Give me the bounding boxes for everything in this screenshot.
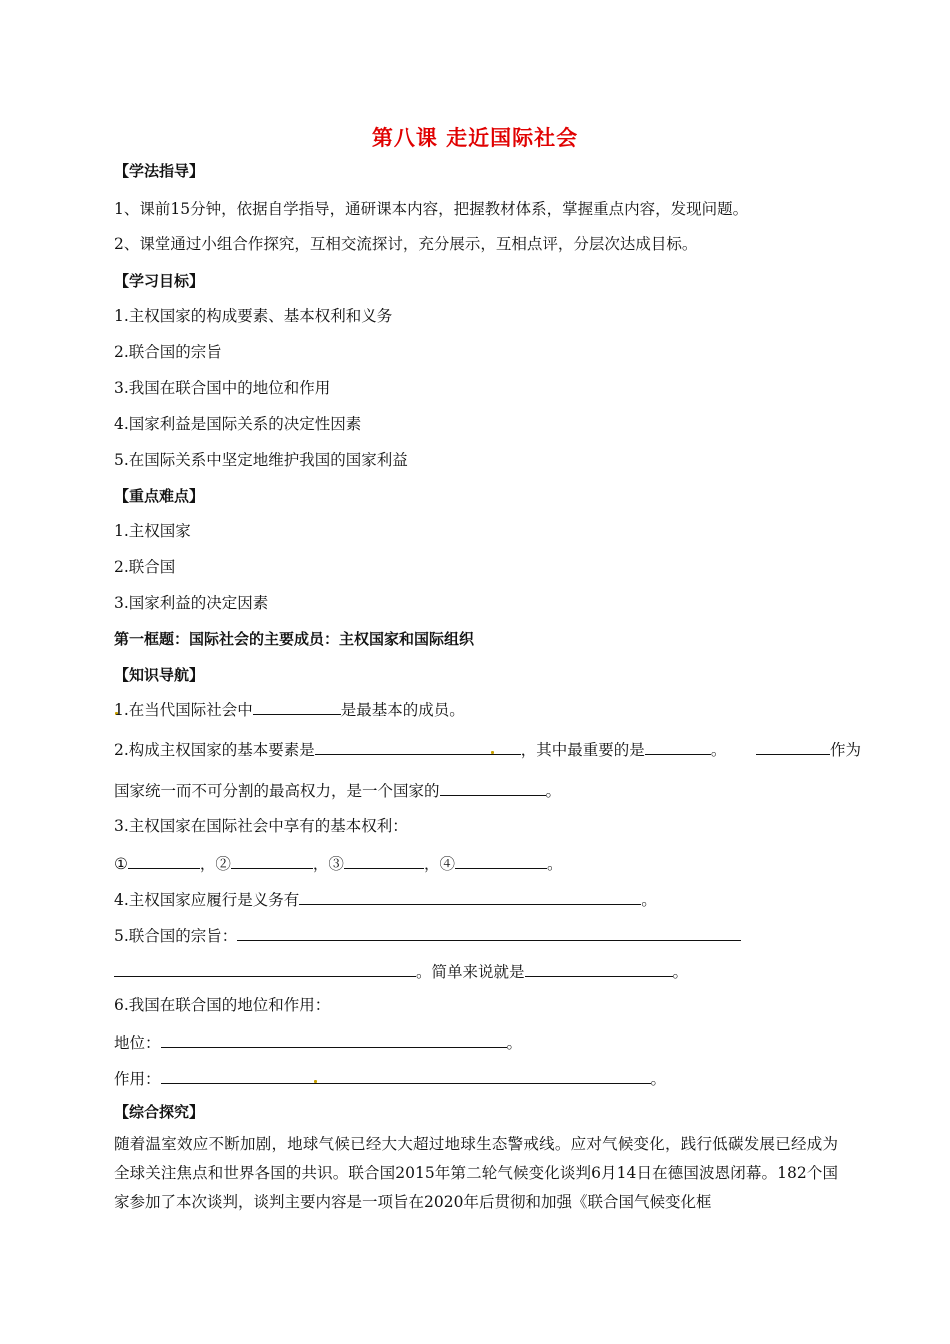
question-5-cont	[114, 959, 688, 983]
goal-item: 1.主权国家的构成要素、基本权利和义务	[114, 307, 393, 325]
q5-text-c: 。	[672, 963, 689, 981]
answer-blank[interactable]	[114, 959, 416, 977]
q1-text-b: 是最基本的成员。	[340, 701, 465, 719]
heading-goals: 【学习目标】	[114, 272, 205, 290]
answer-blank[interactable]	[253, 697, 341, 715]
q2-text-d: 作为	[830, 741, 862, 759]
answer-blank[interactable]	[440, 778, 546, 796]
question-6-position	[114, 1030, 522, 1054]
answer-blank[interactable]	[315, 737, 521, 755]
answer-blank[interactable]	[455, 851, 547, 869]
answer-blank[interactable]	[756, 737, 830, 755]
key-item: 2.联合国	[114, 558, 176, 576]
stray-mark	[314, 1080, 317, 1083]
q1-text-a: 1.在当代国际社会中	[114, 701, 253, 719]
heading-key-points: 【重点难点】	[114, 487, 205, 505]
q4-text-b: 。	[641, 891, 657, 909]
q2-text-e: 国家统一而不可分割的最高权力，是一个国家的	[114, 782, 440, 800]
q5-text-b: 。简单来说就是	[416, 963, 525, 981]
question-3: 3.主权国家在国际社会中享有的基本权利：	[114, 817, 408, 835]
question-4	[114, 887, 657, 911]
answer-blank[interactable]	[231, 851, 313, 869]
heading-knowledge: 【知识导航】	[114, 666, 205, 684]
heading-study-method: 【学法指导】	[114, 162, 205, 180]
q3-end: 。	[546, 855, 563, 873]
answer-blank[interactable]	[344, 851, 424, 869]
stray-mark	[491, 751, 494, 754]
answer-blank[interactable]	[237, 923, 741, 941]
q3-mark-3: ，③	[312, 855, 344, 873]
q6-pos-end: 。	[506, 1034, 523, 1052]
q2-text-a: 2.构成主权国家的基本要素是	[114, 741, 315, 759]
study-method-item: 2、课堂通过小组合作探究，互相交流探讨，充分展示，互相点评，分层次达成目标。	[114, 235, 698, 253]
goal-item: 2.联合国的宗旨	[114, 343, 222, 361]
question-6: 6.我国在联合国的地位和作用：	[114, 996, 331, 1014]
answer-blank[interactable]	[161, 1066, 651, 1084]
q6-role-label: 作用：	[114, 1070, 161, 1088]
question-2-cont	[114, 778, 561, 802]
q5-text-a: 5.联合国的宗旨：	[114, 927, 238, 945]
goal-item: 4.国家利益是国际关系的决定性因素	[114, 415, 362, 433]
question-2-right	[756, 737, 861, 761]
question-2	[114, 737, 726, 761]
answer-blank[interactable]	[299, 887, 641, 905]
question-3-blanks	[114, 851, 562, 875]
study-method-item: 1、课前15分钟，依据自学指导，通研课本内容，把握教材体系，掌握重点内容，发现问题。	[114, 200, 749, 218]
question-6-role	[114, 1066, 666, 1090]
q3-mark-1: ①	[114, 855, 128, 873]
q3-mark-2: ，②	[199, 855, 231, 873]
frame-title: 第一框题：国际社会的主要成员：主权国家和国际组织	[114, 630, 475, 648]
question-1	[114, 697, 465, 721]
q4-text-a: 4.主权国家应履行是义务有	[114, 891, 300, 909]
goal-item: 5.在国际关系中坚定地维护我国的国家利益	[114, 451, 408, 469]
heading-explore: 【综合探究】	[114, 1103, 205, 1121]
goal-item: 3.我国在联合国中的地位和作用	[114, 379, 331, 397]
q3-mark-4: ，④	[423, 855, 455, 873]
page-title: 第八课 走近国际社会	[371, 126, 579, 150]
q2-text-b: ，其中最重要的是	[520, 741, 645, 759]
answer-blank[interactable]	[128, 851, 200, 869]
answer-blank[interactable]	[525, 959, 673, 977]
key-item: 1.主权国家	[114, 522, 191, 540]
question-5	[114, 923, 741, 947]
answer-blank[interactable]	[645, 737, 711, 755]
q6-role-end: 。	[650, 1070, 667, 1088]
q2-text-f: 。	[545, 782, 562, 800]
answer-blank[interactable]	[161, 1030, 507, 1048]
key-item: 3.国家利益的决定因素	[114, 594, 269, 612]
q2-text-c: 。	[710, 741, 727, 759]
q6-pos-label: 地位：	[114, 1034, 161, 1052]
explore-paragraph: 随着温室效应不断加剧，地球气候已经大大超过地球生态警戒线。应对气候变化，践行低碳发展已经成为全球关注焦点和世界各国的共识。联合国2015年第二轮气候变化谈判6月14日在德国波恩闭幕。182个国家参加了本次谈判，谈判主要内容是一项旨在2020年后贯彻和加强《联合国气候变化框	[114, 1135, 838, 1211]
